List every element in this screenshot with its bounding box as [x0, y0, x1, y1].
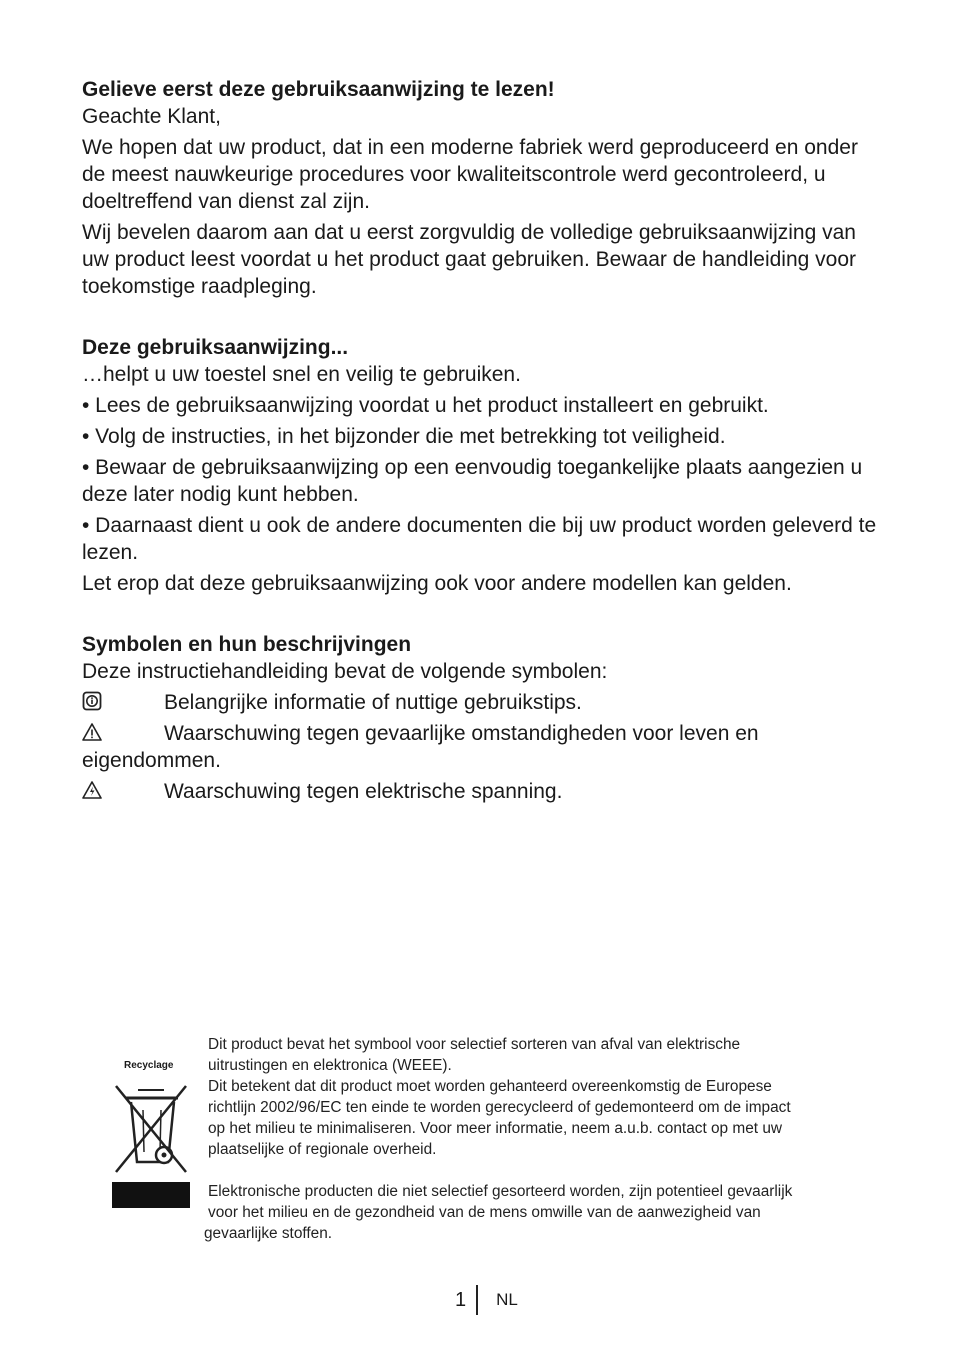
electric-warning-icon	[82, 778, 164, 805]
symbol-item-info-text: Belangrijke informatie of nuttige gebruikstips.	[164, 691, 582, 714]
footer-divider	[476, 1285, 478, 1315]
language-code: NL	[496, 1290, 518, 1309]
recycle-line-7: Elektronische producten die niet selectief gesorteerd worden, zijn potentieel gevaarlijk	[208, 1183, 793, 1200]
recycle-label: Recyclage	[124, 1060, 174, 1071]
salutation: Geachte Klant,	[82, 105, 221, 128]
intro-heading: Gelieve eerst deze gebruiksaanwijzing te lezen!	[82, 78, 555, 101]
recycle-line-9: gevaarlijke stoffen.	[204, 1225, 333, 1242]
intro-paragraph-2: Wij bevelen daarom aan dat u eerst zorgvuldig de volledige gebruiksaanwijzing van uw product leest voordat u het product gaat gebruiken. Bewaar de handleiding voor toekomstige raadpleging.	[82, 221, 857, 298]
manual-bullet-3: • Bewaar de gebruiksaanwijzing op een eenvoudig toegankelijke plaats aangezien u deze later nodig kunt hebben.	[82, 456, 863, 506]
symbol-item-warning	[82, 720, 882, 774]
manual-note: Let erop dat deze gebruiksaanwijzing ook voor andere modellen kan gelden.	[82, 572, 792, 595]
manual-bullet-1: • Lees de gebruiksaanwijzing voordat u het product installeert en gebruikt.	[82, 394, 769, 417]
manual-lead: …helpt u uw toestel snel en veilig te gebruiken.	[82, 363, 521, 386]
recycle-line-3: Dit betekent dat dit product moet worden gehanteerd overeenkomstig de Europese	[208, 1078, 772, 1095]
recycle-line-5: op het milieu te minimaliseren. Voor meer informatie, neem a.u.b. contact op met uw	[208, 1120, 782, 1137]
weee-symbol	[108, 1056, 194, 1214]
recycle-text	[204, 1034, 854, 1244]
intro-paragraph-1: We hopen dat uw product, dat in een moderne fabriek werd geproduceerd en onder de meest nauwkeurige procedures voor kwaliteitscontrole werd gecontroleerd, u doeltreffend van dienst zal zijn.	[82, 136, 858, 213]
recycle-line-2: uitrustingen en elektronica (WEEE).	[208, 1057, 452, 1074]
info-icon	[82, 689, 164, 716]
manual-bullet-4: • Daarnaast dient u ook de andere documenten die bij uw product worden geleverd te lezen.	[82, 514, 877, 564]
symbol-item-electric-text: Waarschuwing tegen elektrische spanning.	[164, 780, 563, 803]
main-content	[82, 76, 882, 805]
warning-icon	[82, 720, 164, 747]
recycle-line-6: plaatselijke of regionale overheid.	[208, 1141, 437, 1158]
recycle-line-1: Dit product bevat het symbool voor selectief sorteren van afval van elektrische	[208, 1036, 741, 1053]
symbol-item-electric	[82, 778, 882, 805]
symbols-heading: Symbolen en hun beschrijvingen	[82, 633, 412, 656]
symbol-item-info	[82, 689, 882, 716]
manual-bullet-2: • Volg de instructies, in het bijzonder die met betrekking tot veiligheid.	[82, 425, 726, 448]
weee-black-bar	[112, 1182, 190, 1208]
symbols-lead: Deze instructiehandleiding bevat de volgende symbolen:	[82, 660, 608, 683]
crossed-bin-icon	[112, 1076, 190, 1176]
symbol-item-warning-text: Waarschuwing tegen gevaarlijke omstandigheden voor leven en eigendommen.	[82, 722, 759, 772]
page-footer	[455, 1285, 518, 1315]
manual-heading: Deze gebruiksaanwijzing...	[82, 336, 349, 359]
page-number: 1	[455, 1288, 467, 1311]
recycle-line-4: richtlijn 2002/96/EC ten einde te worden gerecycleerd of gedemonteerd om de impact	[208, 1099, 791, 1116]
recycle-line-8: voor het milieu en de gezondheid van de mens omwille van de aanwezigheid van	[208, 1204, 761, 1221]
